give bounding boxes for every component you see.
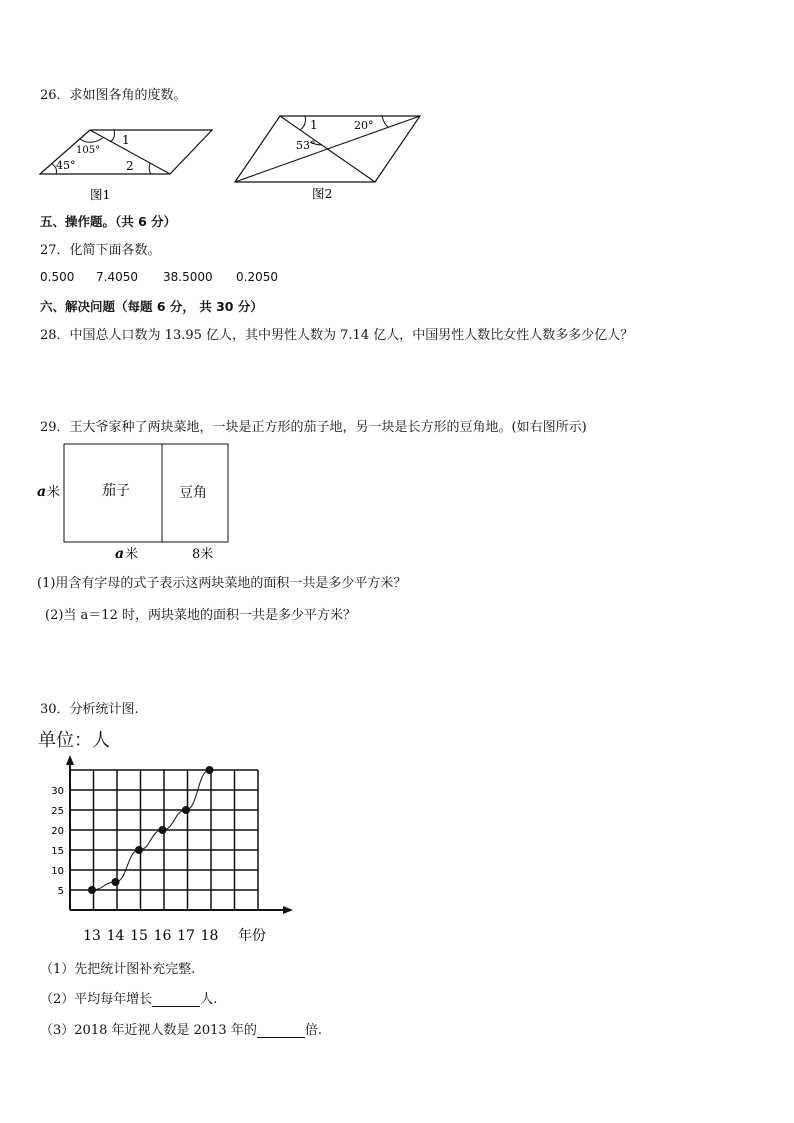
x-tick-label: 17 [177,928,195,944]
fig1-label-2: 2 [126,159,134,173]
fig1-arc-2 [149,163,151,174]
q30-sub3 [40,1019,322,1038]
y-tick-label: 25 [51,806,64,817]
x-tick-label: 16 [153,928,172,944]
q29-sub1: (1)用含有字母的式子表示这两块菜地的面积一共是多少平方米？ [37,576,407,591]
q29-sub2: (2)当 a＝12 时，两块菜地的面积一共是多少平方米？ [45,608,356,623]
x-tick-label: 13 [83,928,101,944]
q26-figure-1 [30,120,230,202]
q30-sub2-unit: 人. [200,992,218,1007]
chart-unit-label: 单位：人 [38,730,110,751]
fig2-caption: 图2 [312,186,333,201]
q27-number-4: 0.2050 [236,270,278,284]
fig2-arc-1 [300,116,305,130]
q30-sub1: （1）先把统计图补充完整. [40,962,196,977]
data-point [88,886,96,894]
data-point [159,826,167,834]
fig1-label-1: 1 [122,133,130,147]
y-tick-label: 30 [51,786,64,797]
left-label-a: a [37,484,47,500]
beans-label: 豆角 [179,485,207,501]
q26-figure-2 [230,110,430,205]
y-tick-label: 15 [51,846,64,857]
data-point [206,766,214,774]
fig1-caption: 图1 [90,187,111,202]
bottom-label-a-unit: 米 [125,547,139,562]
bottom-label-a: a [115,546,125,562]
q27-number-3: 38.5000 [163,270,213,284]
q30-sub3-text: （3）2018 年近视人数是 2013 年的 [40,1023,257,1038]
y-tick-label: 10 [51,866,64,877]
x-axis-label: 年份 [238,928,266,944]
q30-sub2 [40,988,217,1007]
fig2-label-20: 20° [354,119,374,132]
eggplant-label: 茄子 [102,483,130,499]
q30-text: 30．分析统计图. [40,702,139,717]
line-chart [30,755,310,950]
fig1-label-105: 105° [76,145,101,156]
data-point [182,806,190,814]
q27-number-1: 0.500 [40,270,75,284]
y-tick-label: 20 [51,826,64,837]
section-6-title: 六、解决问题（每题 6 分， 共 30 分） [40,299,263,314]
q26-text: 26．求如图各角的度数。 [40,88,187,103]
y-tick-label: 5 [57,886,64,897]
x-tick-label: 15 [130,928,148,944]
q30-sub2-text: （2）平均每年增长 [40,992,153,1007]
fig1-arc-1 [110,130,115,142]
fig2-arc-20 [382,116,388,127]
q28-text: 28．中国总人口数为 13.95 亿人，其中男性人数为 7.14 亿人，中国男性人数比女性人数多多少亿人？ [40,328,634,343]
q29-field-diagram [30,438,260,566]
q27-number-2: 7.4050 [96,270,138,284]
section-5-title: 五、操作题。（共 6 分） [40,214,177,229]
fig2-diagonal-2 [235,116,420,182]
fig1-label-45: 45° [56,159,76,172]
x-tick-label: 14 [106,928,125,944]
q30-sub2-blank[interactable] [152,994,200,1007]
fig2-label-53: 53° [296,139,316,152]
y-axis-arrow [66,755,74,765]
x-axis-arrow [283,906,293,914]
q30-sub3-unit: 倍. [304,1023,322,1038]
data-point [135,846,143,854]
fig1-arc-105 [80,138,103,142]
fig2-label-1: 1 [310,118,318,132]
q27-text: 27．化简下面各数。 [40,243,161,258]
q30-sub3-blank[interactable] [257,1025,305,1038]
data-point [112,878,120,886]
left-label-unit: 米 [47,485,61,500]
bottom-label-8: 8米 [192,547,214,562]
x-tick-label: 18 [200,928,219,944]
q29-text: 29．王大爷家种了两块菜地，一块是正方形的茄子地，另一块是长方形的豆角地。(如右图所示) [40,420,587,435]
